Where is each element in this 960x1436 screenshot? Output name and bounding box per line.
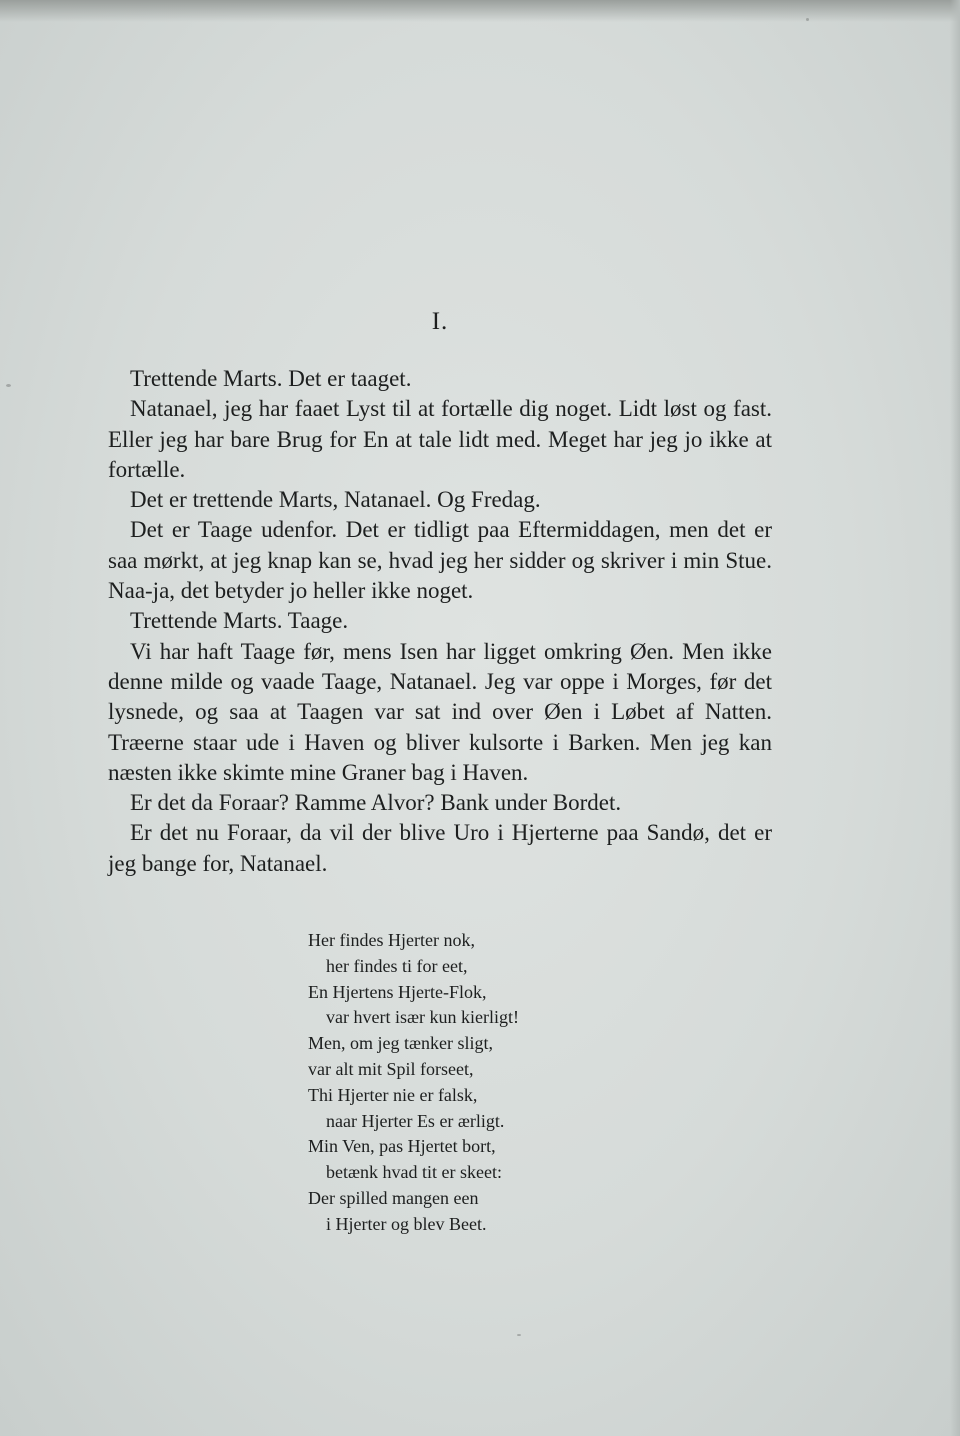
paragraph: Det er Taage udenfor. Det er tidligt paa Eftermiddagen, men det er saa mørkt, at jeg knap kan se, hvad jeg her sidder og skriver i min Stue. Naa-ja, det betyder jo heller ikke noget. bbox=[108, 517, 772, 604]
paragraph: Trettende Marts. Det er taaget. bbox=[130, 366, 412, 391]
poem-line: Thi Hjerter nie er falsk, bbox=[308, 1084, 478, 1105]
paragraph: Trettende Marts. Taage. bbox=[130, 608, 349, 634]
poem-line: naar Hjerter Es er ærligt. bbox=[326, 1110, 505, 1131]
paragraph: Er det nu Foraar, da vil der blive Uro i Hjerterne paa Sandø, det er jeg bange for, Natanael. bbox=[108, 820, 772, 876]
poem-line: En Hjertens Hjerte-Flok, bbox=[308, 981, 487, 1002]
poem-line: var hvert især kun kierligt! bbox=[326, 1007, 519, 1028]
paragraph: Natanael, jeg har faaet Lyst til at fortælle dig noget. Lidt løst og fast. Eller jeg har bare Brug for En at tale lidt med. Meget har jeg jo ikke at fortælle. bbox=[108, 396, 772, 482]
paper-speck bbox=[6, 384, 11, 387]
paper-speck bbox=[517, 1334, 521, 1336]
poem-line: i Hjerter og blev Beet. bbox=[326, 1213, 487, 1234]
paper-speck bbox=[806, 18, 809, 21]
poem-line: Men, om jeg tænker sligt, bbox=[308, 1033, 493, 1054]
poem-stanza bbox=[308, 928, 519, 1238]
poem-line: betænk hvad tit er skeet: bbox=[326, 1162, 502, 1183]
paragraph: Det er trettende Marts, Natanael. Og Fredag. bbox=[130, 487, 541, 513]
poem-line: Her findes Hjerter nok, bbox=[308, 930, 475, 950]
poem-line: Min Ven, pas Hjertet bort, bbox=[308, 1136, 496, 1157]
poem-line: her findes ti for eet, bbox=[326, 955, 468, 976]
paragraph: Er det da Foraar? Ramme Alvor? Bank under Bordet. bbox=[130, 790, 622, 816]
prose-body bbox=[108, 364, 772, 879]
poem-line: Der spilled mangen een bbox=[308, 1187, 479, 1208]
poem-line: var alt mit Spil forseet, bbox=[308, 1058, 474, 1079]
chapter-heading: I. bbox=[431, 308, 449, 335]
paragraph: Vi har haft Taage før, mens Isen har ligget omkring Øen. Men ikke denne milde og vaade Taage, Natanael. Jeg var oppe i Morges, før det lysnede, og saa at Taagen var sat ind over Øen i Løbet af Natten. Træerne staar ude i Haven og bliver kulsorte i Barken. Men jeg kan næsten ikke skimte mine Graner bag i Haven. bbox=[108, 638, 772, 785]
